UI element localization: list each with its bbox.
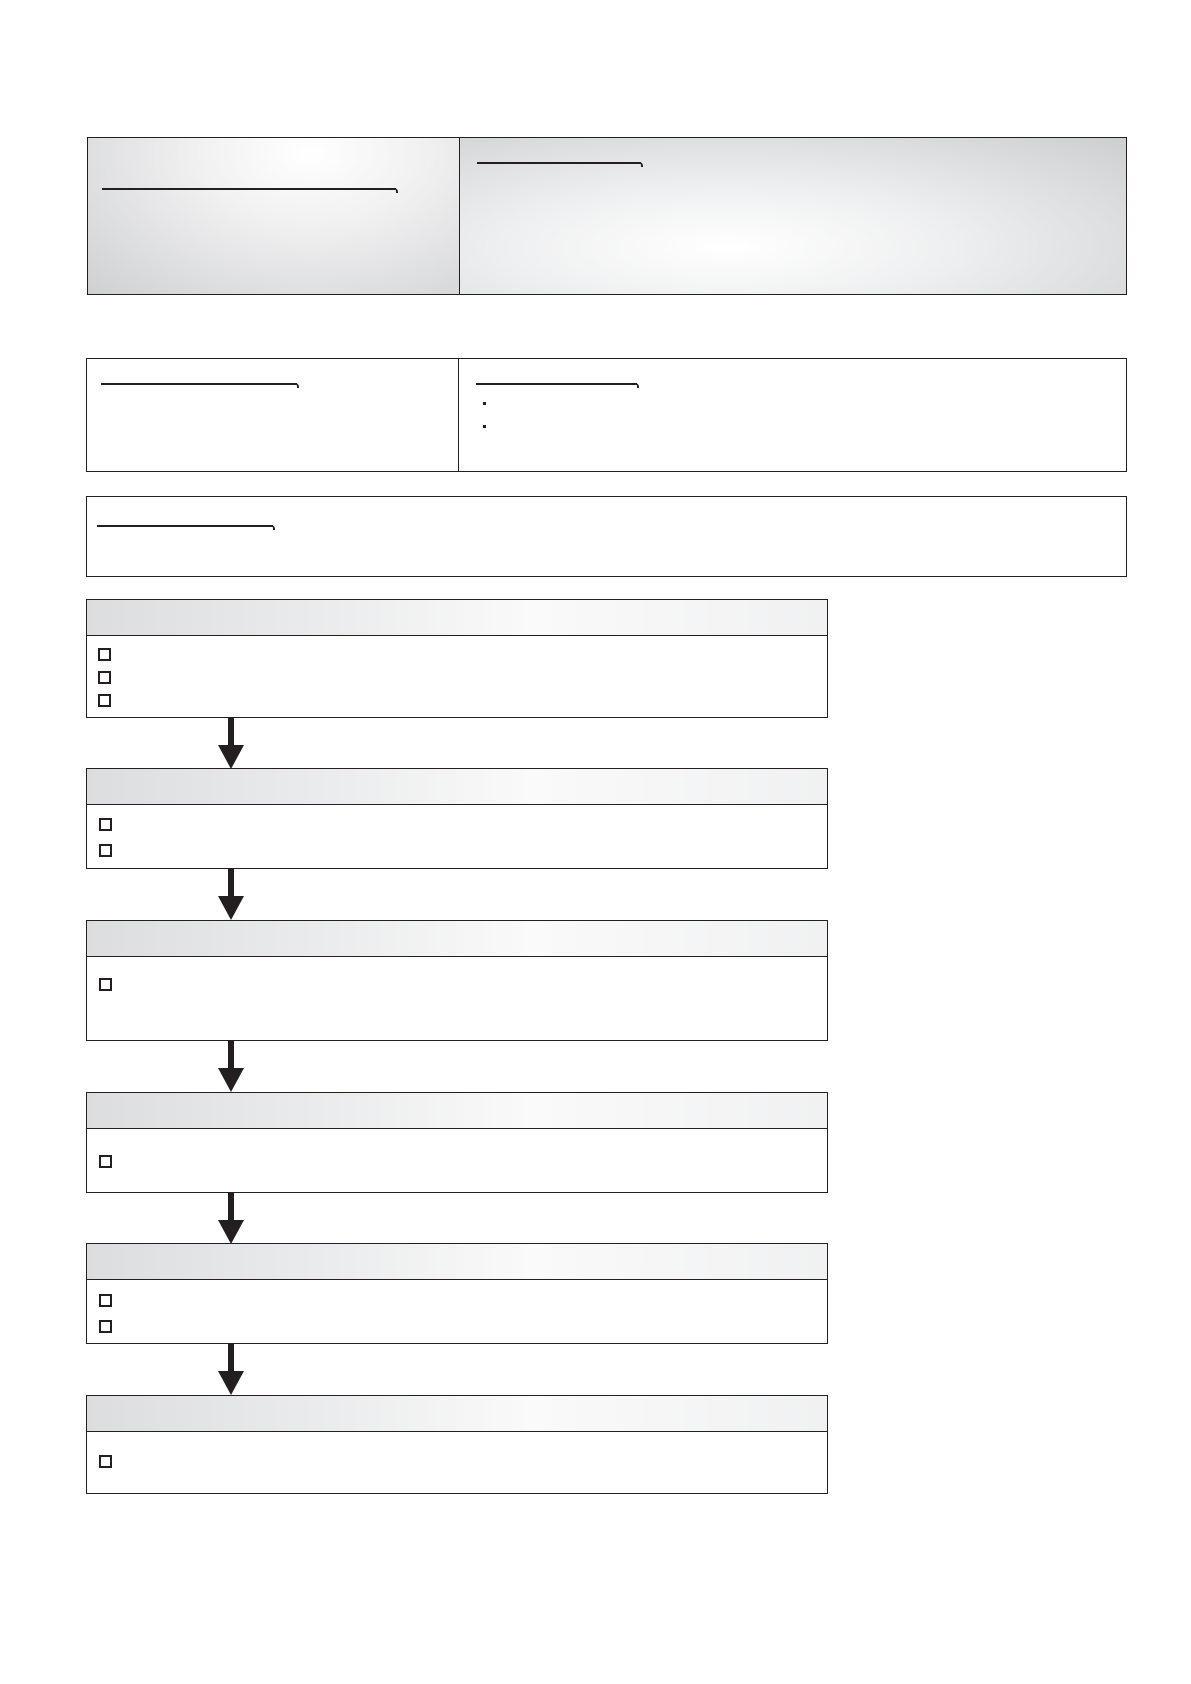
checkbox-icon[interactable]	[98, 648, 111, 661]
flow-arrow-down-icon	[218, 1344, 244, 1395]
checklist-item	[99, 1319, 122, 1333]
header-right-title-rule	[477, 162, 641, 164]
header-right-cell	[460, 138, 1126, 294]
flow-step-6	[86, 1395, 828, 1494]
checklist-item	[99, 843, 122, 857]
checkbox-icon[interactable]	[99, 1320, 112, 1333]
checkbox-icon[interactable]	[99, 1294, 112, 1307]
header-left-cell	[88, 138, 459, 294]
flow-step-1	[86, 599, 828, 718]
info-left-title-rule	[101, 383, 297, 385]
step-header	[87, 1093, 827, 1129]
step-header	[87, 1396, 827, 1432]
checkbox-icon[interactable]	[98, 694, 111, 707]
notes-panel	[86, 496, 1127, 577]
step-header	[87, 769, 827, 805]
checkbox-icon[interactable]	[99, 844, 112, 857]
step-header	[87, 921, 827, 957]
checkbox-icon[interactable]	[98, 671, 111, 684]
checklist-item	[98, 647, 121, 661]
checkbox-icon[interactable]	[99, 818, 112, 831]
info-divider	[458, 359, 459, 471]
step-header	[87, 600, 827, 636]
checkbox-icon[interactable]	[99, 1155, 112, 1168]
info-panel	[86, 358, 1127, 472]
checklist-item	[98, 693, 121, 707]
checklist-item	[99, 817, 122, 831]
checklist-item	[98, 670, 121, 684]
info-bullet-2	[483, 425, 486, 428]
checkbox-icon[interactable]	[99, 978, 112, 991]
flow-step-4	[86, 1092, 828, 1193]
checklist-item	[99, 1293, 122, 1307]
checklist-item	[99, 1454, 122, 1468]
flow-arrow-down-icon	[218, 718, 244, 769]
header-panel	[87, 137, 1127, 295]
checklist-item	[99, 977, 122, 991]
step-header	[87, 1244, 827, 1280]
flow-arrow-down-icon	[218, 869, 244, 920]
checkbox-icon[interactable]	[99, 1455, 112, 1468]
flow-arrow-down-icon	[218, 1041, 244, 1092]
flow-step-3	[86, 920, 828, 1041]
flow-step-2	[86, 768, 828, 869]
info-bullet-1	[483, 402, 486, 405]
checklist-item	[99, 1154, 122, 1168]
notes-title-rule	[97, 525, 273, 527]
info-right-title-rule	[476, 383, 637, 385]
flow-step-5	[86, 1243, 828, 1344]
header-left-title-rule	[102, 188, 396, 190]
flow-arrow-down-icon	[218, 1193, 244, 1244]
